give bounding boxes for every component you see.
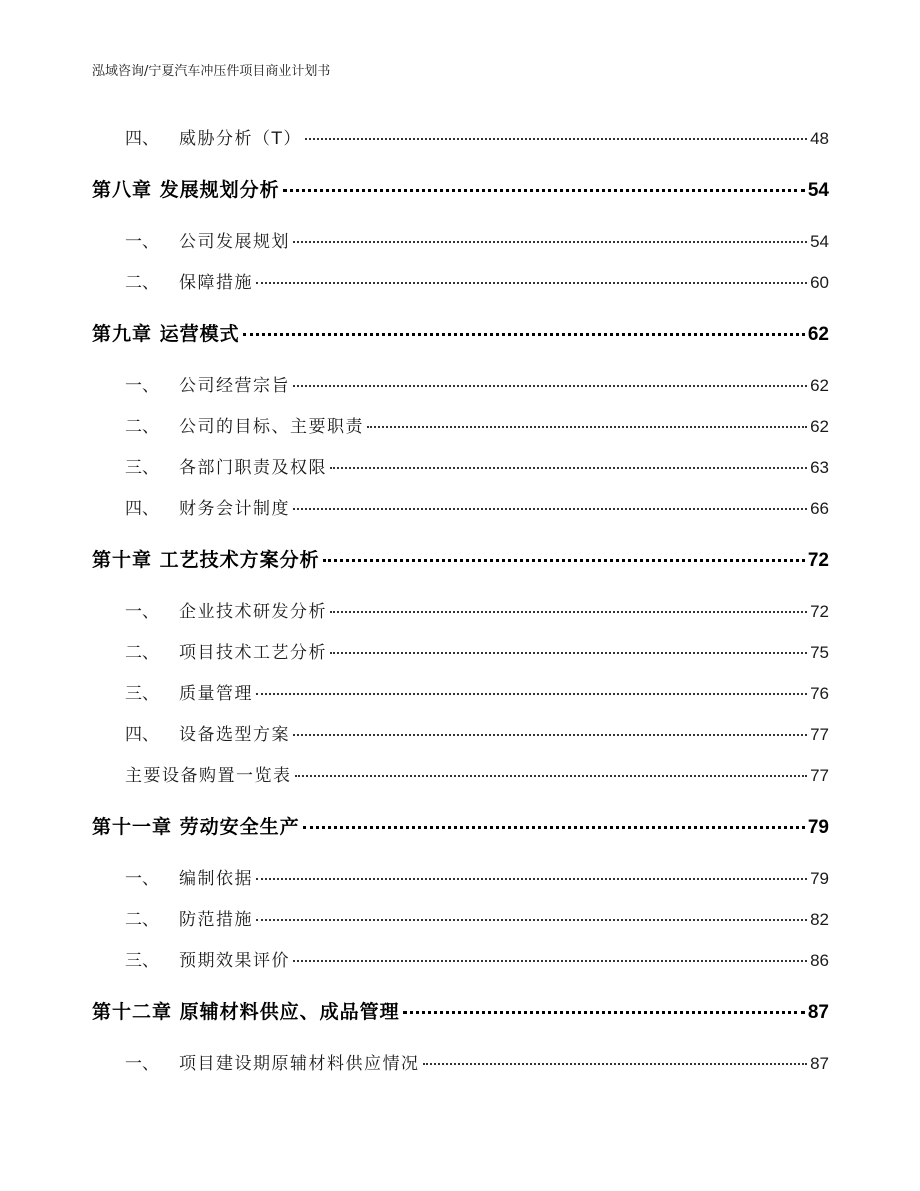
toc-dot-leader — [423, 1063, 808, 1065]
toc-entry-number: 三、 — [125, 951, 159, 971]
toc-page-number: 82 — [810, 910, 829, 929]
toc-entry-number: 一、 — [125, 1054, 159, 1074]
toc-section-entry[interactable] — [125, 1049, 829, 1074]
toc-page-number: 76 — [810, 684, 829, 703]
toc-entry-title: 企业技术研发分析 — [179, 602, 327, 622]
toc-page-number: 54 — [807, 180, 829, 201]
toc-section-entry[interactable] — [125, 412, 829, 437]
toc-page-number: 87 — [810, 1054, 829, 1073]
toc-entry-title: 主要设备购置一览表 — [125, 766, 292, 786]
toc-entry-title: 各部门职责及权限 — [179, 458, 327, 478]
toc-entry-number: 三、 — [125, 458, 159, 478]
toc-dot-leader — [305, 138, 807, 140]
toc-dot-leader — [293, 508, 807, 510]
toc-entry-number: 四、 — [125, 725, 159, 745]
toc-dot-leader — [256, 282, 807, 284]
toc-page-number: 54 — [810, 232, 829, 251]
toc-entry-number: 一、 — [125, 602, 159, 622]
toc-page-number: 77 — [810, 766, 829, 785]
toc-page-number: 79 — [810, 869, 829, 888]
toc-chapter-entry[interactable] — [92, 812, 829, 839]
toc-section-entry[interactable] — [125, 638, 829, 663]
toc-page-number: 60 — [810, 273, 829, 292]
toc-entry-title: 编制依据 — [179, 869, 253, 889]
toc-section-entry[interactable] — [125, 453, 829, 478]
toc-entry-number: 一、 — [125, 232, 159, 252]
toc-section-entry[interactable] — [125, 227, 829, 252]
toc-page-number: 72 — [810, 602, 829, 621]
toc-entry-title: 第九章 运营模式 — [92, 323, 240, 345]
toc-dot-leader — [403, 1011, 805, 1014]
toc-section-entry[interactable] — [125, 761, 829, 786]
toc-entry-title: 保障措施 — [179, 273, 253, 293]
toc-dot-leader — [293, 385, 807, 387]
toc-entry-number: 四、 — [125, 499, 159, 519]
toc-entry-title: 第十章 工艺技术方案分析 — [92, 549, 320, 571]
toc-page-number: 62 — [810, 417, 829, 436]
toc-dot-leader — [283, 189, 805, 192]
toc-entry-number: 二、 — [125, 643, 159, 663]
toc-entry-title: 项目技术工艺分析 — [179, 643, 327, 663]
toc-section-entry[interactable] — [125, 268, 829, 293]
toc-entry-number: 一、 — [125, 869, 159, 889]
toc-dot-leader — [256, 878, 807, 880]
toc-entry-title: 公司发展规划 — [179, 232, 290, 252]
toc-entry-title: 第十一章 劳动安全生产 — [92, 816, 300, 838]
toc-entry-number: 二、 — [125, 273, 159, 293]
toc-section-entry[interactable] — [125, 124, 829, 149]
toc-dot-leader — [293, 734, 807, 736]
toc-entry-number: 四、 — [125, 129, 159, 149]
toc-dot-leader — [367, 426, 807, 428]
toc-section-entry[interactable] — [125, 720, 829, 745]
toc-entry-title: 公司的目标、主要职责 — [179, 417, 364, 437]
toc-section-entry[interactable] — [125, 679, 829, 704]
page-header: 泓域咨询/宁夏汽车冲压件项目商业计划书 — [92, 64, 331, 79]
toc-entry-title: 威胁分析（T） — [179, 129, 302, 149]
toc-page-number: 87 — [807, 1002, 829, 1023]
toc-entry-title: 第八章 发展规划分析 — [92, 179, 280, 201]
toc-page-number: 79 — [807, 817, 829, 838]
toc-entry-title: 设备选型方案 — [179, 725, 290, 745]
toc-dot-leader — [330, 652, 807, 654]
toc-page-number: 48 — [810, 129, 829, 148]
toc-chapter-entry[interactable] — [92, 319, 829, 346]
toc-entry-title: 财务会计制度 — [179, 499, 290, 519]
toc-page-number: 63 — [810, 458, 829, 477]
toc-page-number: 75 — [810, 643, 829, 662]
toc-chapter-entry[interactable] — [92, 545, 829, 572]
toc-entry-title: 防范措施 — [179, 910, 253, 930]
toc-entry-title: 预期效果评价 — [179, 951, 290, 971]
toc-dot-leader — [293, 241, 807, 243]
toc-section-entry[interactable] — [125, 905, 829, 930]
toc-page-number: 62 — [810, 376, 829, 395]
toc-page-number: 77 — [810, 725, 829, 744]
toc-dot-leader — [256, 693, 807, 695]
toc-entry-number: 二、 — [125, 417, 159, 437]
toc-chapter-entry[interactable] — [92, 997, 829, 1024]
toc-dot-leader — [323, 559, 805, 562]
toc-dot-leader — [303, 826, 805, 829]
toc-dot-leader — [293, 960, 807, 962]
toc-chapter-entry[interactable] — [92, 175, 829, 202]
toc-entry-title: 第十二章 原辅材料供应、成品管理 — [92, 1001, 400, 1023]
toc-page-number: 66 — [810, 499, 829, 518]
toc-section-entry[interactable] — [125, 597, 829, 622]
toc-section-entry[interactable] — [125, 864, 829, 889]
toc-dot-leader — [295, 775, 808, 777]
toc-page-number: 86 — [810, 951, 829, 970]
toc-section-entry[interactable] — [125, 371, 829, 396]
toc-page-number: 72 — [807, 550, 829, 571]
toc-dot-leader — [330, 611, 807, 613]
toc-entry-number: 三、 — [125, 684, 159, 704]
toc-entry-number: 一、 — [125, 376, 159, 396]
toc-dot-leader — [256, 919, 807, 921]
toc-entry-title: 质量管理 — [179, 684, 253, 704]
toc-entry-title: 公司经营宗旨 — [179, 376, 290, 396]
toc-section-entry[interactable] — [125, 494, 829, 519]
toc-dot-leader — [243, 333, 805, 336]
toc-page-number: 62 — [807, 324, 829, 345]
toc-entry-number: 二、 — [125, 910, 159, 930]
toc-section-entry[interactable] — [125, 946, 829, 971]
toc-entry-title: 项目建设期原辅材料供应情况 — [179, 1054, 420, 1074]
toc-dot-leader — [330, 467, 807, 469]
